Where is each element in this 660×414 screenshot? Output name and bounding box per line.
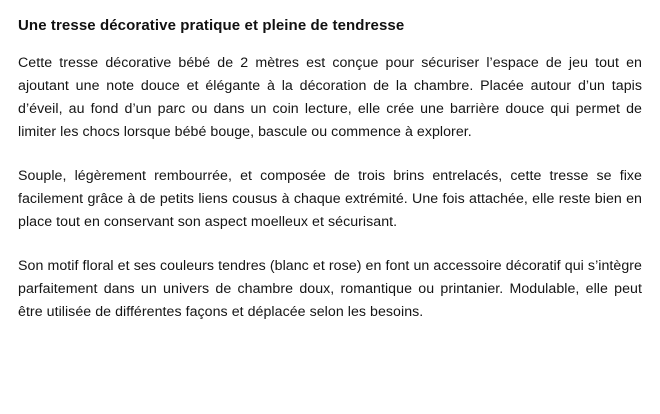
paragraph-1: Cette tresse décorative bébé de 2 mètres est conçue pour sécuriser l’espace de jeu tout en ajoutant une note douce et élégante à la décoration de la chambre. Placée autour d’un tapis d’éveil, au fond d’un parc ou dans un coin lecture, elle crée une barrière douce qui permet de limiter les chocs lorsque bébé bouge, bascule ou commence à explorer. bbox=[18, 55, 642, 141]
paragraph-2: Souple, légèrement rembourrée, et composée de trois brins entrelacés, cette tresse se fixe facilement grâce à de petits liens cousus à chaque extrémité. Une fois attachée, elle reste bien en place tout en conservant son aspect moelleux et sécurisant. bbox=[18, 168, 642, 231]
page-title: Une tresse décorative pratique et pleine de tendresse bbox=[18, 17, 405, 34]
paragraph-3: Son motif floral et ses couleurs tendres (blanc et rose) en font un accessoire décoratif qui s’intègre parfaitement dans un univers de chambre doux, romantique ou printanier. Modulable, elle peut être utilisée de différentes façons et déplacée selon les besoins. bbox=[18, 258, 642, 321]
